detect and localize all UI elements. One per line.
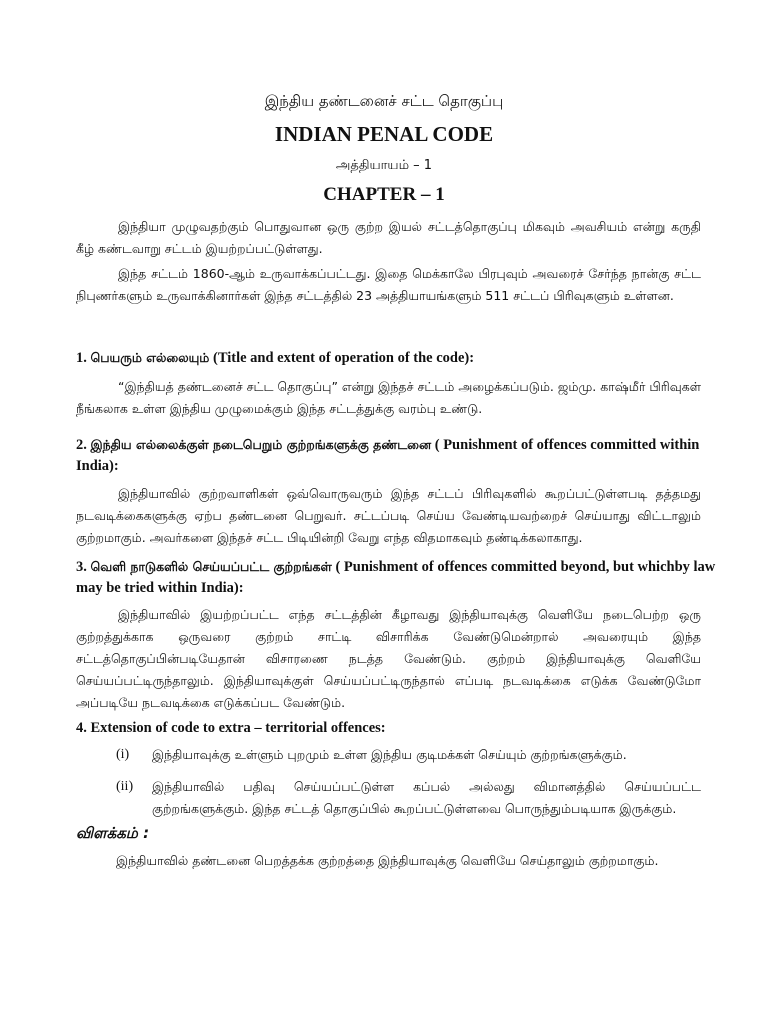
section-heading-english: ( Punishment of offences committed beyond, but whichby law may be tried within India): (76, 559, 716, 596)
explanation-text: இந்தியாவில் தண்டனை பெறத்தக்க குற்றத்தை இந்தியாவுக்கு வெளியே செய்தாலும் குற்றமாகும். (116, 853, 659, 868)
intro-paragraph-2: இந்த சட்டம் 1860-ஆம் உருவாக்கப்பட்டது. இதை மெக்காலே பிரபுவும் அவரைச் சேர்ந்த நான்கு சட்ட நிபுணர்களும் உருவாக்கினார்கள் இந்த சட்டத்தில் 23 அத்தியாயங்களும் 511 சட்டப் பிரிவுகளும் உள்ளன. (76, 266, 701, 303)
title-tamil: இந்திய தண்டனைச் சட்ட தொகுப்பு (264, 92, 504, 110)
list-item-label: (ii) (116, 779, 134, 794)
section-heading-english: ( Punishment of offences committed within India): (76, 437, 700, 474)
section-heading-english: (Title and extent of operation of the code): (212, 350, 475, 366)
section-heading-tamil: பெயரும் எல்லையும் (90, 350, 210, 365)
list-item (116, 776, 701, 820)
section-number: 2. (76, 437, 87, 453)
section-1-heading (76, 347, 716, 369)
list-item-text: இந்தியாவுக்கு உள்ளும் புறமும் உள்ள இந்திய குடிமக்கள் செய்யும் குற்றங்களுக்கும். (152, 747, 627, 762)
chapter-label: CHAPTER – 1 (323, 184, 445, 205)
section-3-heading (76, 556, 716, 599)
list-item-text: இந்தியாவில் பதிவு செய்யப்பட்டுள்ள கப்பல் அல்லது விமானத்தில் செய்யப்பட்ட குற்றங்களுக்கும். இந்த சட்டத் தொகுப்பில் கூறப்பட்டுள்ளவை பொருந்தும்படியாக இருக்கும். (152, 779, 701, 816)
list-item (116, 744, 701, 766)
chapter-label-tamil: அத்தியாயம் – 1 (335, 158, 433, 173)
section-2-heading (76, 434, 716, 477)
title-english: INDIAN PENAL CODE (274, 122, 494, 146)
section-number: 3. (76, 559, 87, 575)
section-3-body: இந்தியாவில் இயற்றப்பட்ட எந்த சட்டத்தின் கீழாவது இந்தியாவுக்கு வெளியே நடைபெற்ற ஒரு குற்றத்துக்காக ஒருவரை குற்றம் சாட்டி விசாரிக்க வேண்டுமென்றால் அவரையும் இந்த சட்டத்தொகுப்பின்படியேதான் விசாரணை நடத்த வேண்டும். குற்றம் இந்தியாவுக்கு வெளியே செய்யப்பட்டிருந்தாலும். இந்தியாவுக்குள் செய்யப்பட்டிருந்தால் எப்படி நடவடிக்கை எடுக்க வேண்டுமோ அப்படியே நடவடிக்கை எடுக்கப்பட வேண்டும். (76, 607, 701, 710)
section-heading-tamil: வெளி நாடுகளில் செய்யப்பட்ட குற்றங்கள் (90, 559, 332, 574)
intro-paragraph-1: இந்தியா முழுவதற்கும் பொதுவான ஒரு குற்ற இயல் சட்டத்தொகுப்பு மிகவும் அவசியம் என்று கருதி கீழ் கண்டவாறு சட்டம் இயற்றப்பட்டுள்ளது. (76, 219, 701, 256)
section-2-body: இந்தியாவில் குற்றவாளிகள் ஒவ்வொருவரும் இந்த சட்டப் பிரிவுகளில் கூறப்பட்டுள்ளபடி தத்தமது நடவடிக்கைகளுக்கு ஏற்ப தண்டனை பெறுவர். சட்டப்படி செய்ய வேண்டியவற்றைச் செய்யாது விட்டாலும் குற்றமாகும். அவர்களை இந்தச் சட்ட பிடியின்றி வேறு எந்த விதமாகவும் தண்டிக்கலாகாது. (76, 486, 701, 545)
section-heading-tamil: இந்திய எல்லைக்குள் நடைபெறும் குற்றங்களுக்கு தண்டனை (90, 437, 432, 452)
section-heading-english: Extension of code to extra – territorial offences: (90, 720, 386, 736)
section-number: 4. (76, 720, 87, 736)
section-4-heading (76, 718, 716, 739)
list-item-label: (i) (116, 747, 130, 762)
section-1-body: “இந்தியத் தண்டனைச் சட்ட தொகுப்பு” என்று இந்தச் சட்டம் அழைக்கப்படும். ஜம்மு. காஷ்மீர் பிரிவுகள் நீங்கலாக உள்ள இந்திய முழுமைக்கும் இந்த சட்டத்துக்கு வரம்பு உண்டு. (76, 379, 701, 416)
section-number: 1. (76, 350, 87, 366)
explanation-label: விளக்கம் : (76, 824, 150, 842)
